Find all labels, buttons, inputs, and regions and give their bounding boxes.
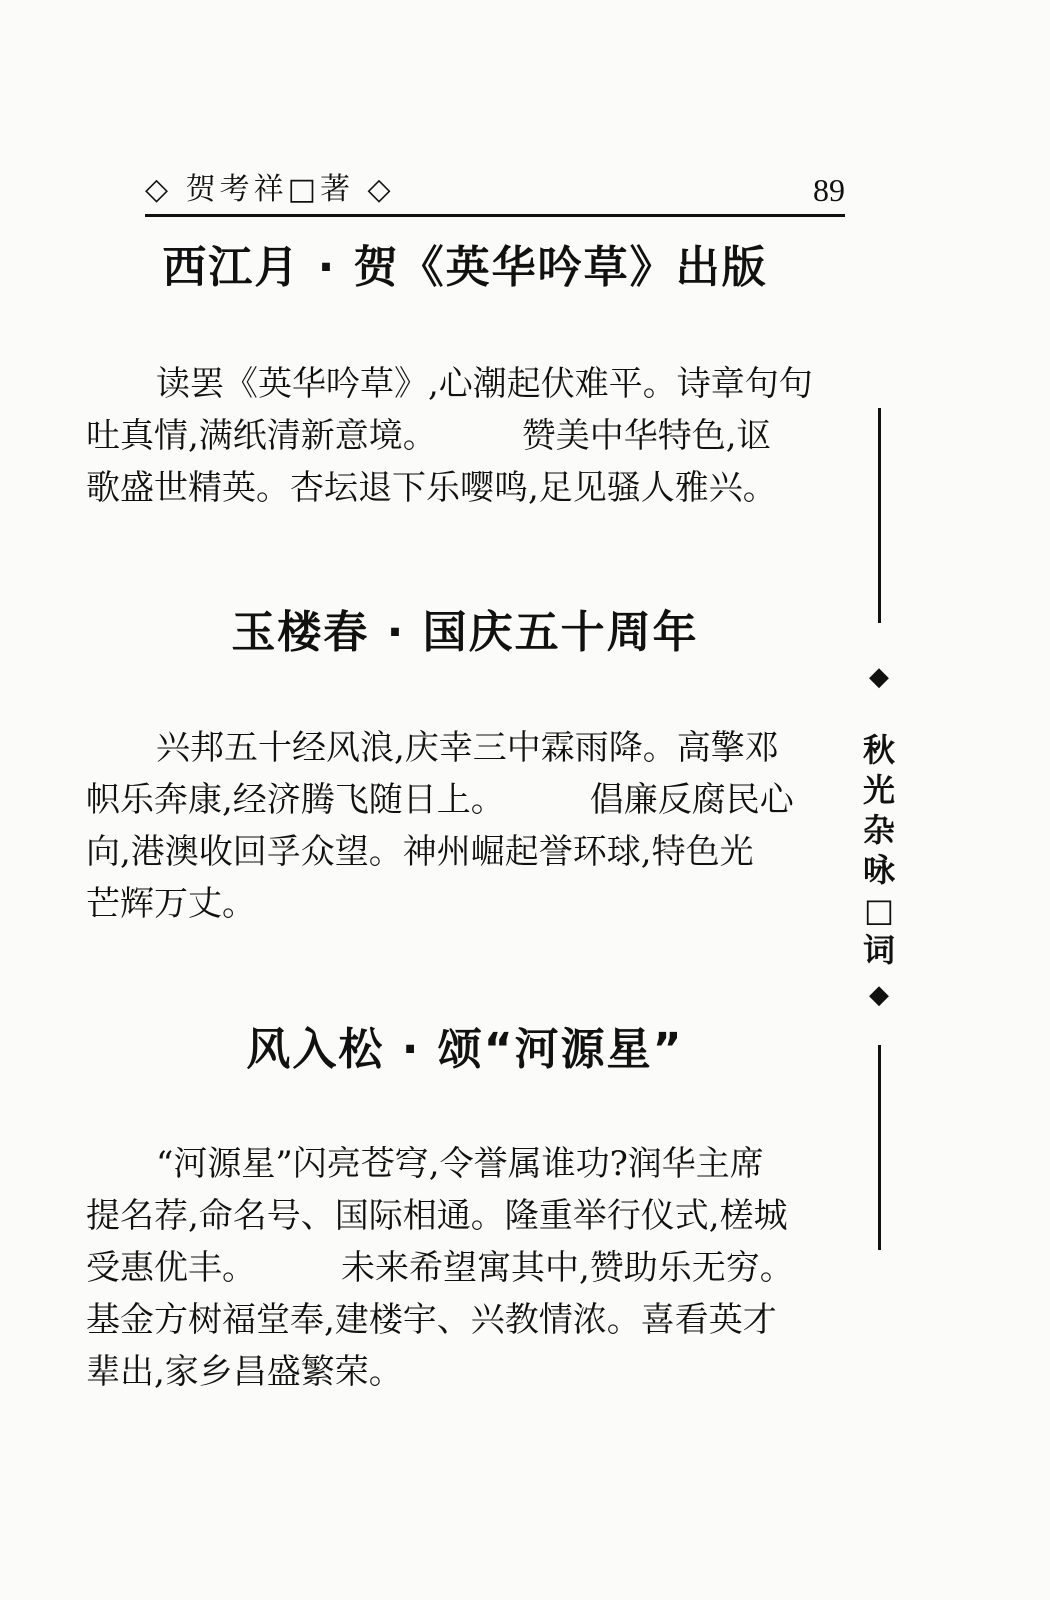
- side-diamond-top-icon: ◆: [869, 662, 889, 692]
- header-rule: [145, 214, 845, 217]
- poem-line: 吐真情,满纸清新意境。 赞美中华特色,讴: [86, 416, 771, 456]
- section-label-vertical: [858, 730, 900, 970]
- poem-body-2: [86, 722, 846, 930]
- section-label-char: 词: [862, 931, 895, 969]
- running-header: [145, 168, 845, 216]
- poem-line: 受惠优丰。 未来希望寓其中,赞助乐无穷。: [86, 1248, 794, 1288]
- poem-title-3: 风入松 · 颂“河源星”: [246, 1024, 684, 1075]
- section-label-char: 光: [862, 771, 895, 809]
- section-label-char: 咏: [862, 851, 895, 889]
- poem-line: 读罢《英华吟草》,心潮起伏难平。诗章句句: [156, 364, 813, 404]
- section-label-char: 秋: [862, 731, 895, 769]
- poem-title-1: 西江月 · 贺《英华吟草》出版: [162, 242, 768, 293]
- poem-line: 兴邦五十经风浪,庆幸三中霖雨降。高擎邓: [156, 728, 779, 768]
- side-rule-top: [878, 408, 881, 623]
- poem-line: 基金方树福堂奉,建楼宇、兴教情浓。喜看英才: [86, 1300, 777, 1340]
- section-label-char: □: [863, 891, 895, 929]
- poem-line: 辈出,家乡昌盛繁荣。: [86, 1352, 403, 1392]
- side-rule-bottom: [878, 1045, 881, 1250]
- poem-body-3: [86, 1138, 846, 1398]
- poem-line: 芒辉万丈。: [86, 884, 256, 924]
- header-title: ◇ 贺考祥□著 ◇: [145, 172, 395, 207]
- poem-title-2: 玉楼春 · 国庆五十周年: [231, 607, 699, 658]
- page-number: 89: [813, 172, 845, 208]
- poem-line: “河源星”闪亮苍穹,令誉属谁功?润华主席: [156, 1144, 764, 1184]
- poem-line: 向,港澳收回孚众望。神州崛起誉环球,特色光: [86, 832, 754, 872]
- section-label-char: 杂: [862, 811, 895, 849]
- poem-line: 歌盛世精英。杏坛退下乐嘤鸣,足见骚人雅兴。: [86, 468, 777, 508]
- side-diamond-bottom-icon: ◆: [869, 980, 889, 1010]
- poem-line: 提名荐,命名号、国际相通。隆重举行仪式,槎城: [86, 1196, 788, 1236]
- poem-line: 帜乐奔康,经济腾飞随日上。 倡廉反腐民心: [86, 780, 794, 820]
- poem-body-1: [86, 358, 846, 514]
